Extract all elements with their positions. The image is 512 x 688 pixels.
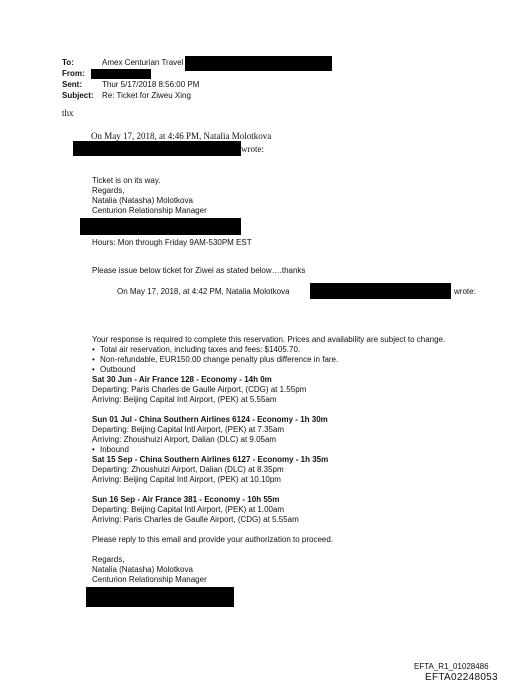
flight1-departing: Departing: Paris Charles de Gaulle Airport, (CDG) at 1.55pm — [92, 385, 307, 394]
quote2-wrote: wrote: — [454, 287, 476, 296]
redaction-signature-contact — [86, 587, 234, 607]
quote2-intro: On May 17, 2018, at 4:42 PM, Natalia Molotkova — [117, 287, 290, 296]
message-line-4: Centurion Relationship Manager — [92, 206, 207, 215]
itinerary-block — [92, 335, 445, 585]
flight4-arriving: Arriving: Paris Charles de Gaulle Airport, (CDG) at 5.55am — [92, 515, 299, 524]
flight1-title: Sat 30 Jun - Air France 128 - Economy - 14h 0m — [92, 375, 272, 384]
redaction-to — [185, 56, 332, 71]
itinerary-total: • Total air reservation, including taxes and fees: $1405.70. — [92, 345, 445, 355]
to-row — [62, 58, 183, 68]
message-line-3: Natalia (Natasha) Molotkova — [92, 196, 193, 205]
hours-text: Hours: Mon through Friday 9AM-530PM EST — [92, 238, 252, 247]
itinerary-outbound: • Outbound — [92, 365, 445, 375]
redaction-contact — [80, 218, 241, 235]
to-label: To: — [62, 58, 74, 67]
itinerary-notice: Your response is required to complete this reservation. Prices and availability are subject to change. — [92, 335, 446, 344]
reply-request: Please reply to this email and provide your authorization to proceed. — [92, 535, 334, 544]
doc-id-1: EFTA_R1_01028486 — [414, 662, 489, 671]
subject-value: Re: Ticket for Ziweu Xing — [102, 91, 191, 100]
flight3-departing: Departing: Zhoushuizi Airport, Dalian (DLC) at 8.35pm — [92, 465, 284, 474]
subject-label: Subject: — [62, 91, 94, 100]
reply-text: thx — [62, 108, 74, 118]
flight2-departing: Departing: Beijing Capital Intl Airport, (PEK) at 7.35am — [92, 425, 285, 434]
sent-row — [62, 80, 199, 90]
doc-id-2: EFTA02248053 — [425, 672, 498, 683]
signature-line-3: Centurion Relationship Manager — [92, 575, 207, 584]
flight3-arriving: Arriving: Beijing Capital Intl Airport, (PEK) at 10.10pm — [92, 475, 281, 484]
redaction-from — [91, 69, 151, 79]
redaction-quote2-email — [310, 283, 451, 299]
signature-line-2: Natalia (Natasha) Molotkova — [92, 565, 193, 574]
flight3-title: Sat 15 Sep - China Southern Airlines 6127 - Economy - 1h 35m — [92, 455, 329, 464]
sent-value: Thur 5/17/2018 8:56:00 PM — [102, 80, 200, 89]
to-value: Amex Centurian Travel — [102, 58, 184, 67]
message-line-1: Ticket is on its way. — [92, 176, 161, 185]
quote1-intro: On May 17, 2018, at 4:46 PM, Natalia Molotkova — [91, 131, 272, 141]
from-label: From: — [62, 69, 85, 78]
subject-row — [62, 91, 191, 101]
redaction-quote1-email — [73, 141, 241, 156]
itinerary-penalty: • Non-refundable, EUR150.00 change penalty plus difference in fare. — [92, 355, 445, 365]
message-line-2: Regards, — [92, 186, 125, 195]
sent-label: Sent: — [62, 80, 82, 89]
flight4-departing: Departing: Beijing Capital Intl Airport, (PEK) at 1.00am — [92, 505, 285, 514]
flight2-arriving: Arriving: Zhoushuizi Airport, Dalian (DLC) at 9.05am — [92, 435, 277, 444]
itinerary-inbound: • Inbound — [92, 445, 445, 455]
issue-text: Please issue below ticket for Ziwei as stated below….thanks — [92, 266, 306, 275]
flight4-title: Sun 16 Sep - Air France 381 - Economy - 10h 55m — [92, 495, 280, 504]
signature-line-1: Regards, — [92, 555, 125, 564]
flight1-arriving: Arriving: Beijing Capital Intl Airport, (PEK) at 5.55am — [92, 395, 277, 404]
message-block — [92, 176, 207, 216]
quote1-wrote: wrote: — [241, 144, 264, 154]
flight2-title: Sun 01 Jul - China Southern Airlines 6124 - Economy - 1h 30m — [92, 415, 328, 424]
